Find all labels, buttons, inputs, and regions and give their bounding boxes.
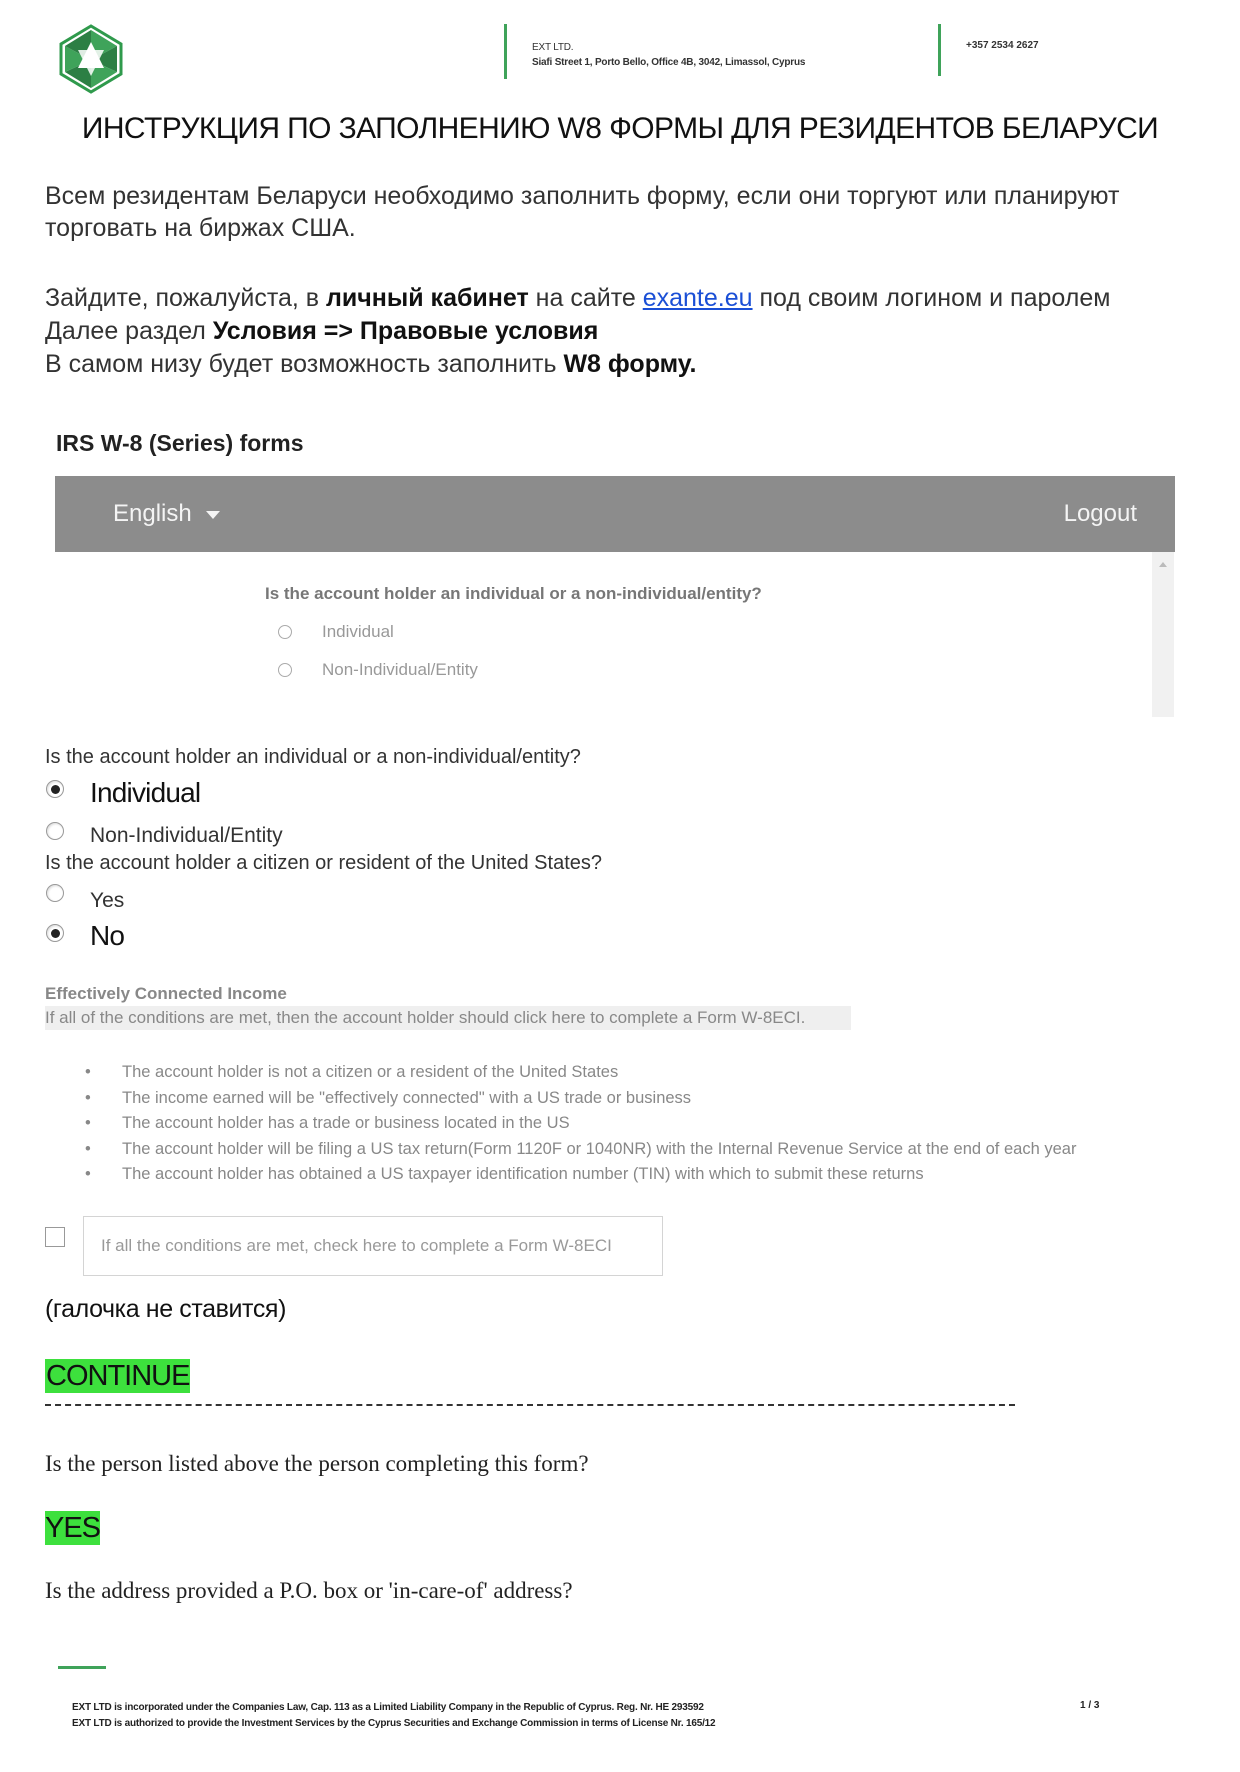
- embedded-toolbar: [55, 476, 1175, 552]
- exante-link[interactable]: exante.eu: [642, 284, 753, 312]
- emphasis: W8 форму.: [563, 350, 697, 378]
- scrollbar[interactable]: [1152, 552, 1174, 717]
- text: под своим логином и паролем: [752, 284, 1111, 312]
- question-holder-type: Is the account holder an individual or a non-individual/entity?: [45, 746, 581, 768]
- instruction-line: [45, 348, 1195, 381]
- logout-button[interactable]: Logout: [1063, 500, 1137, 527]
- company-logo: [58, 24, 124, 94]
- embedded-option-label: Non-Individual/Entity: [322, 660, 478, 679]
- option-no-label: No: [90, 920, 125, 951]
- radio-non-individual[interactable]: [46, 822, 64, 840]
- eci-heading: Effectively Connected Income: [45, 984, 287, 1003]
- embedded-panel: [55, 552, 1175, 717]
- option-yes-label: Yes: [90, 889, 125, 912]
- irs-forms-title: IRS W-8 (Series) forms: [56, 430, 304, 456]
- list-item: • The account holder has obtained a US taxpayer identification number (TIN) with which to submit these returns: [85, 1162, 1076, 1188]
- list-item: • The account holder will be filing a US tax return(Form 1120F or 1040NR) with the Internal Revenue Service at the end of each year: [85, 1137, 1076, 1163]
- question-us-citizen: Is the account holder a citizen or resident of the United States?: [45, 852, 602, 874]
- company-name: EXT LTD.: [532, 42, 574, 53]
- company-info: [532, 40, 805, 70]
- list-item: • The account holder has a trade or business located in the US: [85, 1111, 1076, 1137]
- language-label: English: [113, 500, 192, 527]
- instructions: [45, 282, 1195, 381]
- embedded-option-label: Individual: [322, 622, 394, 641]
- instruction-line: [45, 282, 1195, 315]
- footer-line: EXT LTD is incorporated under the Companies Law, Cap. 113 as a Limited Liability Company in the Republic of Cyprus. Reg. Nr. HE 293592: [72, 1702, 704, 1713]
- company-address: Siafi Street 1, Porto Bello, Office 4B, 3042, Limassol, Cyprus: [532, 57, 806, 68]
- embedded-question: Is the account holder an individual or a non-individual/entity?: [265, 584, 762, 603]
- radio-individual[interactable]: [46, 780, 64, 798]
- page-number: 1 / 3: [1080, 1700, 1100, 1711]
- list-item: • The income earned will be "effectively connected" with a US trade or business: [85, 1086, 1076, 1112]
- eci-checkbox-label: If all the conditions are met, check here to complete a Form W-8ECI: [101, 1236, 612, 1255]
- emphasis: личный кабинет: [326, 284, 529, 312]
- eci-checkbox-label-box[interactable]: [83, 1216, 663, 1276]
- eci-description: If all of the conditions are met, then the account holder should click here to complete a Form W-8ECI.: [45, 1006, 851, 1030]
- continue-button[interactable]: CONTINUE: [46, 1360, 190, 1392]
- text: Далее раздел: [45, 317, 213, 345]
- option-non-individual-label: Non-Individual/Entity: [90, 824, 283, 847]
- text: на сайте: [528, 284, 643, 312]
- question-po-box: Is the address provided a P.O. box or 'in-care-of' address?: [45, 1578, 573, 1603]
- embedded-radio-entity[interactable]: [278, 663, 292, 677]
- language-selector[interactable]: [113, 500, 220, 528]
- footer-divider: [58, 1666, 106, 1669]
- conditions-list: [85, 1060, 1076, 1188]
- embedded-radio-individual[interactable]: [278, 625, 292, 639]
- option-individual-label: Individual: [90, 777, 201, 808]
- footer-legal: [72, 1700, 715, 1732]
- caret-down-icon: [206, 511, 220, 519]
- intro-text: Всем резидентам Беларуси необходимо заполнить форму, если они торгуют или планируют торговать на биржах США.: [45, 182, 1120, 242]
- yes-button[interactable]: YES: [45, 1512, 101, 1544]
- radio-yes[interactable]: [46, 884, 64, 902]
- instruction-line: [45, 315, 1195, 348]
- text: Зайдите, пожалуйста, в: [45, 284, 327, 312]
- header-divider: [504, 24, 507, 79]
- document-title: ИНСТРУКЦИЯ ПО ЗАПОЛНЕНИЮ W8 ФОРМЫ ДЛЯ РЕЗИДЕНТОВ БЕЛАРУСИ: [81, 112, 1159, 145]
- company-phone: +357 2534 2627: [966, 40, 1039, 51]
- text: В самом низу будет возможность заполнить: [45, 350, 564, 378]
- header-divider: [938, 24, 941, 76]
- list-item: • The account holder is not a citizen or a resident of the United States: [85, 1060, 1076, 1086]
- section-divider: [45, 1404, 1015, 1406]
- question-person-completing: Is the person listed above the person completing this form?: [45, 1451, 589, 1476]
- radio-no[interactable]: [46, 924, 64, 942]
- checkbox-note: (галочка не ставится): [45, 1295, 286, 1323]
- scroll-up-icon[interactable]: [1159, 562, 1167, 567]
- emphasis: Условия => Правовые условия: [212, 317, 599, 345]
- eci-checkbox[interactable]: [45, 1227, 65, 1247]
- footer-line: EXT LTD is authorized to provide the Investment Services by the Cyprus Securities and Exchange Commission in terms of License Nr. 165/12: [72, 1718, 716, 1729]
